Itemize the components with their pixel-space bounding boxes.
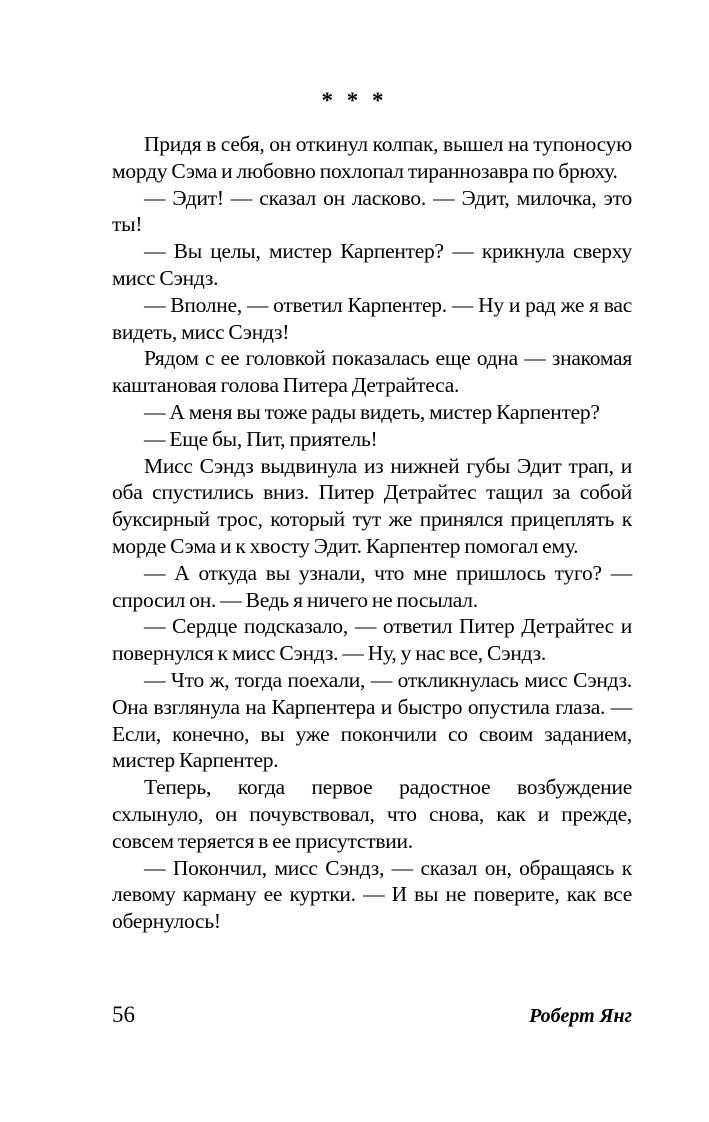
body-text xyxy=(112,131,632,935)
paragraph: — Вполне, — ответил Карпентер. — Ну и рад же я вас видеть, мисс Сэндз! xyxy=(112,292,632,344)
paragraph: Рядом с ее головкой показалась еще одна — знакомая каштановая голова Питера Детрайтеса. xyxy=(112,346,632,398)
paragraph: — Покончил, мисс Сэндз, — сказал он, обращаясь к левому карману ее куртки. — И вы не поверите, как все обернулось! xyxy=(112,855,632,934)
running-footer-author: Роберт Янг xyxy=(529,1005,632,1027)
paragraph: — Эдит! — сказал он ласково. — Эдит, милочка, это ты! xyxy=(112,185,632,237)
paragraph: Придя в себя, он откинул колпак, вышел на тупоносую морду Сэма и любовно похлопал тираннозавра по брюху. xyxy=(112,132,632,183)
paragraph: Мисс Сэндз выдвинула из нижней губы Эдит трап, и оба спустились вниз. Питер Детрайтес тащил за собой буксирный трос, который тут же принялся прицеплять к морде Сэма и к хвосту Эдит. Карпентер помогал ему. xyxy=(112,453,632,558)
paragraph: — Еще бы, Пит, приятель! xyxy=(144,426,378,451)
section-separator: * * * xyxy=(321,88,388,113)
paragraph: — А меня вы тоже рады видеть, мистер Карпентер? xyxy=(144,399,600,424)
page-number: 56 xyxy=(112,1002,135,1027)
paragraph: — Сердце подсказало, — ответил Питер Детрайтес и повернулся к мисс Сэндз. — Ну, у нас все, Сэндз. xyxy=(112,614,632,666)
paragraph: — Что ж, тогда поехали, — откликнулась мисс Сэндз. Она взглянула на Карпентера и быстро опустила глаза. — Если, конечно, вы уже покончили со своим заданием, мистер Карпентер. xyxy=(112,667,632,773)
paragraph: — Вы целы, мистер Карпентер? — крикнула сверху мисс Сэндз. xyxy=(112,239,632,290)
paragraph: — А откуда вы узнали, что мне пришлось туго? — спросил он. — Ведь я ничего не посылал. xyxy=(112,560,632,612)
paragraph: Теперь, когда первое радостное возбуждение схлынуло, он почувствовал, что снова, как и прежде, совсем теряется в ее присутствии. xyxy=(112,775,632,853)
